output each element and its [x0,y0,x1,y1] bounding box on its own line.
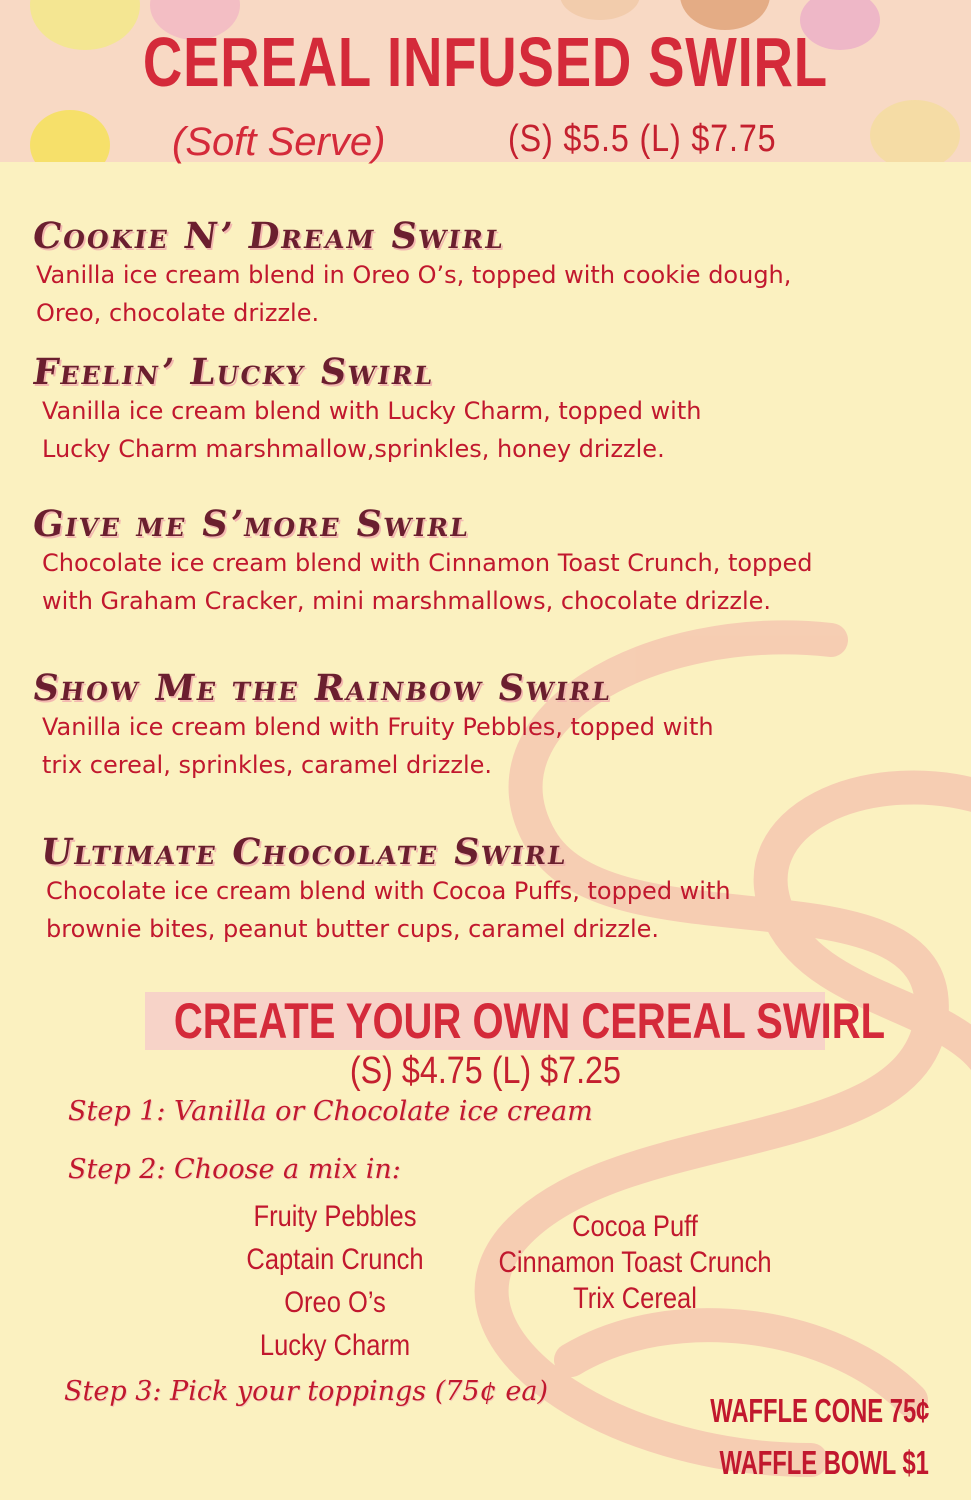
menu-item [29,666,936,784]
mix-in-option: Fruity Pebbles [253,1200,417,1233]
mix-in-option: Cinnamon Toast Crunch [498,1246,772,1279]
ice-cream-scoop-image [30,110,110,162]
item-description: Vanilla ice cream blend with Fruity Pebbles, topped with trix cereal, sprinkles, caramel drizzle. [42,713,714,779]
mix-in-option: Cocoa Puff [572,1210,698,1243]
ice-cream-scoop-image [870,100,960,162]
menu-title: CEREAL INFUSED SWIRL [142,23,828,101]
step-3: Step 3: Pick your toppings (75¢ ea) [64,1376,548,1407]
waffle-cone-price: WAFFLE CONE 75¢ [709,1392,929,1429]
mix-in-list-right [470,1210,800,1318]
step-1: Step 1: Vanilla or Chocolate ice cream [68,1096,593,1127]
item-description: Vanilla ice cream blend with Lucky Charm, topped with Lucky Charm marshmallow,sprinkles, honey drizzle. [42,397,702,463]
create-section-banner [145,992,886,1050]
item-name: Give me S’more Swirl [29,503,474,545]
create-size-prices: (S) $4.75 (L) $7.25 [349,1050,621,1092]
size-prices: (S) $5.5 (L) $7.75 [508,118,777,160]
menu-item [29,502,936,620]
item-description: Chocolate ice cream blend with Cocoa Puffs, topped with brownie bites, peanut butter cups, caramel drizzle. [46,877,731,943]
item-name: Cookie N’ Dream Swirl [29,215,508,257]
item-name: Show Me the Rainbow Swirl [29,667,616,709]
mix-in-option: Oreo O’s [284,1286,386,1319]
item-description: Chocolate ice cream blend with Cinnamon Toast Crunch, topped with Graham Cracker, mini marshmallows, chocolate drizzle. [42,549,813,615]
ice-cream-scoop-image [560,0,640,20]
mix-in-option: Trix Cereal [573,1282,697,1315]
item-name: Feelin’ Lucky Swirl [29,351,438,393]
menu-item [37,830,944,948]
waffle-bowl-price: WAFFLE BOWL $1 [719,1444,929,1481]
mix-in-option: Captain Crunch [246,1243,424,1276]
menu-subtitle: (Soft Serve) [172,120,386,164]
create-section-title: CREATE YOUR OWN CEREAL SWIRL [173,993,886,1049]
mix-in-option: Lucky Charm [259,1329,411,1362]
item-description: Vanilla ice cream blend in Oreo O’s, topped with cookie dough, Oreo, chocolate drizzle. [36,261,792,327]
menu-item [29,214,936,332]
mix-in-list-left [200,1200,470,1372]
item-name: Ultimate Chocolate Swirl [37,831,571,873]
menu-item [29,350,936,468]
step-2: Step 2: Choose a mix in: [68,1154,401,1185]
